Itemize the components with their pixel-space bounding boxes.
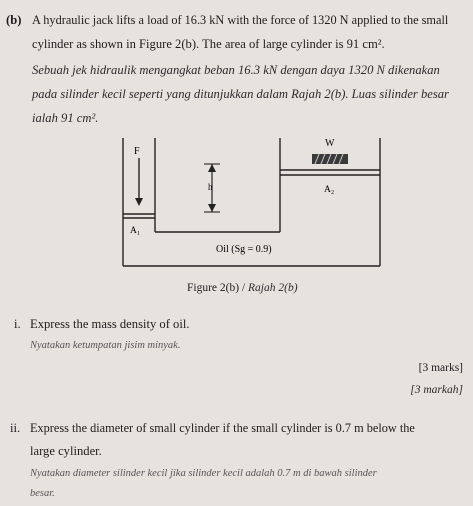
hydraulic-jack-figure: [118, 128, 388, 276]
part-ii-text-ms-line2: besar.: [30, 488, 55, 499]
label-area-small: A₁: [130, 226, 141, 236]
figure-caption-en: Figure 2(b) /: [187, 282, 249, 294]
question-label: (b): [6, 13, 22, 27]
question-text-ms-line1: Sebuah jek hidraulik mengangkat beban 16.3 kN dengan daya 1320 N dikenakan: [32, 63, 440, 77]
label-force: F: [134, 146, 140, 157]
height-arrowhead-down: [208, 204, 216, 212]
part-ii-text-en-line1: Express the diameter of small cylinder if the small cylinder is 0.7 m below the: [30, 421, 415, 435]
part-ii-label: ii.: [10, 421, 21, 435]
figure-caption-ms: Rajah 2(b): [248, 282, 298, 294]
part-i-label: i.: [14, 317, 21, 331]
part-i-text-ms: Nyatakan ketumpatan jisim minyak.: [30, 340, 181, 351]
part-ii-text-ms-line1: Nyatakan diameter silinder kecil jika silinder kecil adalah 0.7 m di bawah silinder: [30, 468, 377, 479]
part-i-marks-ms: [3 markah]: [410, 384, 463, 396]
part-i-marks-en: [3 marks]: [418, 362, 463, 374]
question-text-ms-line3: ialah 91 cm².: [32, 111, 99, 125]
question-text-en-line1: A hydraulic jack lifts a load of 16.3 kN with the force of 1320 N applied to the small: [32, 13, 449, 27]
question-text-en-line2: cylinder as shown in Figure 2(b). The area of large cylinder is 91 cm².: [32, 37, 385, 51]
label-load: W: [325, 138, 335, 149]
label-area-large: A₂: [324, 185, 335, 195]
load-block: [312, 154, 348, 164]
part-i-text-en: Express the mass density of oil.: [30, 317, 190, 331]
height-arrowhead-up: [208, 164, 216, 172]
question-text-ms-line2: pada silinder kecil seperti yang ditunjukkan dalam Rajah 2(b). Luas silinder besar: [32, 87, 449, 101]
label-oil: Oil (Sg = 0.9): [216, 244, 272, 255]
force-arrowhead: [135, 198, 143, 206]
hydraulic-jack-diagram: [118, 128, 388, 276]
part-ii-text-en-line2: large cylinder.: [30, 444, 102, 458]
label-height: h: [208, 182, 213, 192]
figure-caption: [187, 282, 298, 294]
